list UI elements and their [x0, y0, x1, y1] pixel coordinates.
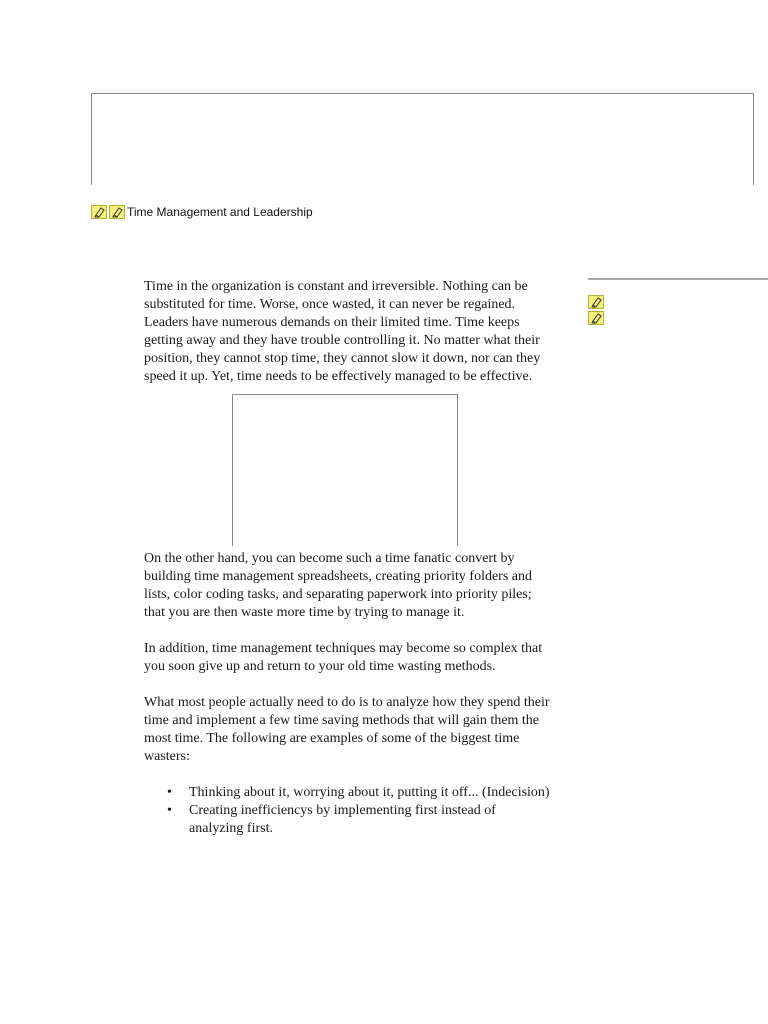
- paragraph: In addition, time management techniques may become so complex that you soon give up and return to your old time wasting methods.: [144, 641, 543, 674]
- bullet-list: [144, 784, 550, 838]
- page-title: Time Management and Leadership: [127, 205, 313, 219]
- margin-markers: [588, 295, 608, 327]
- inline-image-frame: [232, 394, 458, 546]
- list-item: [167, 784, 550, 802]
- section-heading-row: [91, 203, 313, 221]
- note-comment-icon[interactable]: [109, 205, 125, 219]
- list-item-text: Thinking about it, worrying about it, putting it off... (Indecision): [189, 785, 550, 800]
- list-item-text: Creating inefficiencys by implementing first instead of analyzing first.: [189, 803, 496, 836]
- bullet-icon: •: [167, 785, 172, 800]
- paragraph: On the other hand, you can become such a time fanatic convert by building time management spreadsheets, creating priority folders and lists, color coding tasks, and separating paperwork into priority piles; that you are then waste more time by trying to manage it.: [144, 551, 532, 620]
- paragraph: Time in the organization is constant and irreversible. Nothing can be substituted for time. Worse, once wasted, it can never be regained. Leaders have numerous demands on their limited time. Time keeps getting away and they have trouble controlling it. No matter what their position, they cannot stop time, they cannot slow it down, nor can they speed it up. Yet, time needs to be effectively managed to be effective.: [144, 279, 541, 384]
- header-image-frame: [91, 93, 754, 185]
- paragraph: What most people actually need to do is to analyze how they spend their time and implement a few time saving methods that will gain them the most time. The following are examples of some of the biggest time wasters:: [144, 695, 550, 764]
- document-body: [144, 278, 550, 838]
- margin-divider: [588, 278, 768, 280]
- note-comment-icon[interactable]: [91, 205, 107, 219]
- note-comment-icon[interactable]: [588, 311, 604, 325]
- note-comment-icon[interactable]: [588, 295, 604, 309]
- bullet-icon: •: [167, 803, 172, 818]
- list-item: [167, 802, 550, 838]
